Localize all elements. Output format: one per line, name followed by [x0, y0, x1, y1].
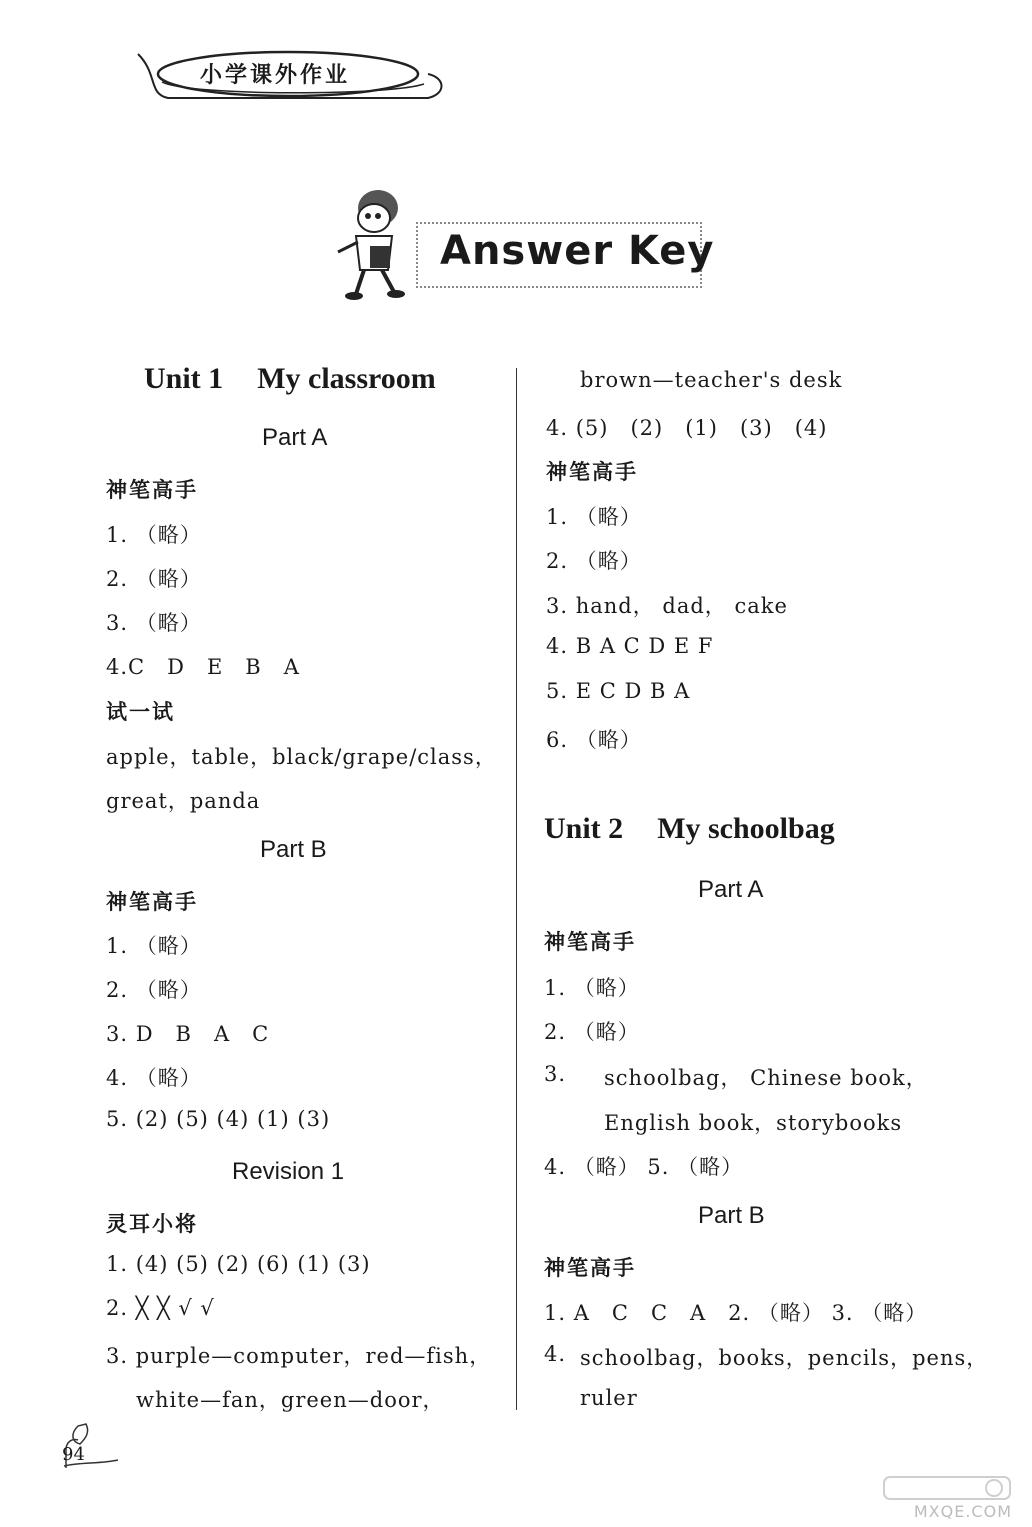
answer-line: 3. hand， dad， cake — [546, 594, 788, 618]
answer-line: 3. （略） — [106, 611, 202, 635]
answer-line: great，panda — [106, 789, 261, 813]
answer-line: 2. ╳ ╳ √ √ — [106, 1296, 215, 1320]
unit2-title: My schoolbag — [657, 812, 835, 845]
section-heading: 神笔高手 — [544, 930, 636, 954]
answer-line: 4. B A C D E F — [546, 634, 714, 658]
right-part-b-heading: Part B — [698, 1202, 765, 1229]
answer-line: 1. （略） — [106, 934, 202, 958]
answer-line: 4.C D E B A — [106, 655, 300, 679]
answer-line: 6. （略） — [546, 728, 642, 752]
banner-title: Answer Key — [440, 228, 715, 274]
left-part-b-heading: Part B — [260, 836, 327, 863]
answer-line: 4. (5) (2) (1) (3) (4) — [546, 416, 828, 440]
answer-line: 2. （略） — [546, 549, 642, 573]
section-heading: 试一试 — [106, 700, 175, 724]
answer-line: 5. E C D B A — [546, 679, 691, 703]
section-heading: 神笔高手 — [544, 1256, 636, 1280]
answer-line: 4. （略） 5. （略） — [544, 1155, 744, 1179]
page-number: 94 — [62, 1444, 85, 1465]
mascot-illustration — [334, 186, 414, 302]
section-heading: 灵耳小将 — [106, 1212, 198, 1236]
header-title: 小学课外作业 — [200, 63, 351, 88]
unit1-label: Unit 1 — [144, 362, 224, 395]
answer-number: 3. — [544, 1062, 567, 1086]
watermark-logo-icon — [882, 1475, 1012, 1501]
answer-line: 2. （略） — [544, 1020, 640, 1044]
watermark-text: MXQE.COM — [913, 1502, 1012, 1521]
unit2-label: Unit 2 — [544, 812, 624, 845]
unit1-title: My classroom — [257, 362, 436, 395]
answer-line: 2. （略） — [106, 567, 202, 591]
section-heading: 神笔高手 — [106, 478, 198, 502]
section-heading: 神笔高手 — [546, 460, 638, 484]
answer-line: 2. （略） — [106, 978, 202, 1002]
answer-line: 3. purple—computer，red—fish， — [106, 1344, 492, 1368]
right-part-a-heading: Part A — [698, 876, 764, 903]
answer-line: 1. （略） — [544, 976, 640, 1000]
answer-line: 1. (4) (5) (2) (6) (1) (3) — [106, 1252, 371, 1276]
answer-line: 1. （略） — [106, 523, 202, 547]
answer-line: schoolbag， Chinese book， — [604, 1066, 928, 1090]
answer-line: brown—teacher's desk — [580, 368, 843, 392]
answer-line: 3. D B A C — [106, 1022, 270, 1046]
answer-line: 1. （略） — [546, 505, 642, 529]
unit1-heading — [144, 362, 436, 396]
answer-line: ruler — [580, 1386, 638, 1410]
column-divider — [516, 368, 517, 1410]
answer-line: schoolbag，books，pencils，pens， — [580, 1346, 989, 1370]
answer-line: white—fan，green—door， — [136, 1388, 445, 1412]
left-part-a-heading: Part A — [262, 424, 328, 451]
answer-line: English book，storybooks — [604, 1111, 903, 1135]
answer-number: 4. — [544, 1342, 567, 1366]
section-heading: 神笔高手 — [106, 890, 198, 914]
answer-line: 1. A C C A 2. （略） 3. （略） — [544, 1301, 928, 1325]
revision-heading: Revision 1 — [232, 1158, 345, 1185]
answer-line: 4. （略） — [106, 1066, 202, 1090]
answer-line: apple，table，black/grape/class， — [106, 745, 497, 769]
unit2-heading — [544, 812, 835, 846]
answer-line: 5. (2) (5) (4) (1) (3) — [106, 1107, 331, 1131]
